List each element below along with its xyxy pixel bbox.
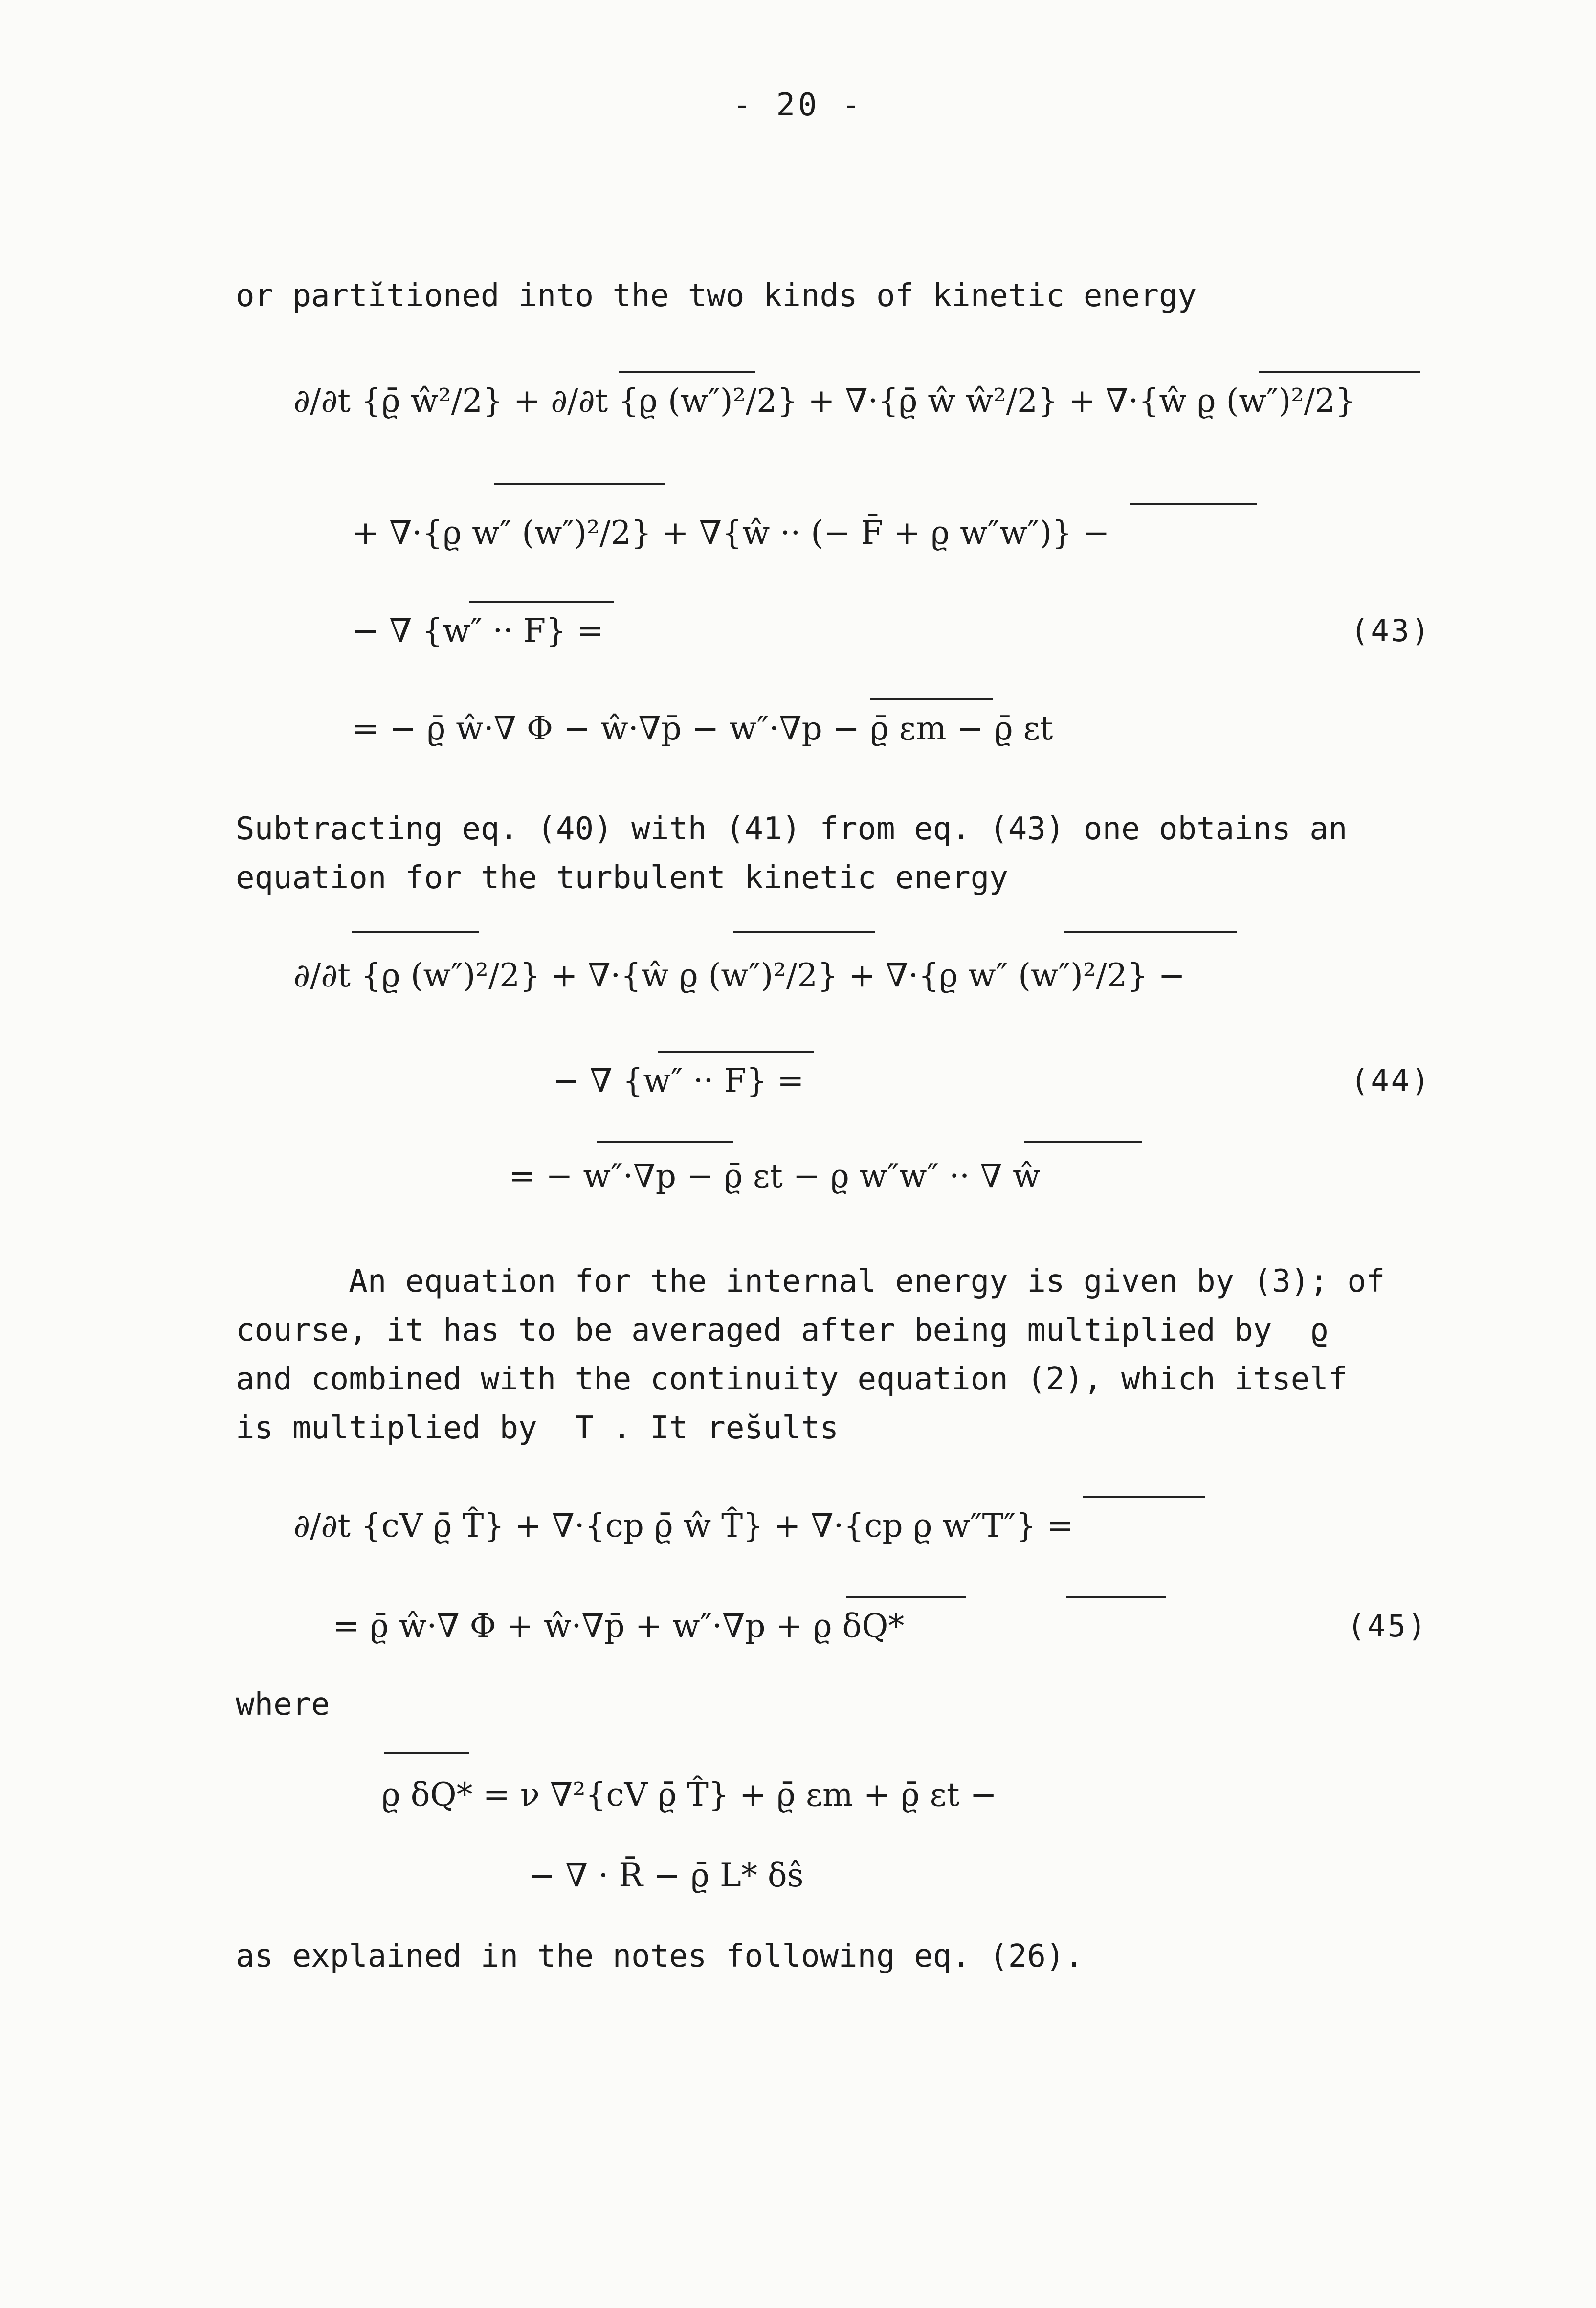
equation-43-line-3: − ∇ {w″ ·· F} = (352, 612, 604, 650)
paragraph-where: where (236, 1686, 330, 1723)
equation-43-line-4: = − ϱ̄ ŵ·∇ Φ − ŵ·∇p̄ − w″·∇p − ϱ̄ εm − ϱ̄ εt (352, 710, 1053, 747)
paragraph-internal-energy: An equation for the internal energy is given by (3); of course, it has to be averaged after being multiplied by ϱ and combined with the continuity equation (2), which itself is multiplied by T . It res̆ults (236, 1263, 1385, 1446)
equation-44-line-3: = − w″·∇p − ϱ̄ εt − ϱ w″w″ ·· ∇ ŵ (509, 1157, 1041, 1195)
paragraph-intro: or partĭtioned into the two kinds of kinetic energy (236, 278, 1197, 314)
equation-43-line-1: ∂/∂t {ϱ̄ ŵ²/2} + ∂/∂t {ϱ (w″)²/2} + ∇·{ϱ̄ ŵ ŵ²/2} + ∇·{ŵ ϱ (w″)²/2} (293, 382, 1356, 420)
equation-where-line-1: ϱ δQ* = ν ∇²{cV ϱ̄ T̂} + ϱ̄ εm + ϱ̄ εt − (381, 1776, 997, 1814)
equation-44-number: (44) (1351, 1063, 1432, 1098)
equation-45-line-1: ∂/∂t {cV ϱ̄ T̂} + ∇·{cp ϱ̄ ŵ T̂} + ∇·{cp ϱ w″T″} = (293, 1507, 1074, 1545)
paragraph-subtracting: Subtracting eq. (40) with (41) from eq. (43) one obtains an equation for the turbulent kinetic energy (236, 811, 1348, 896)
page-number: - 20 - (732, 87, 864, 123)
equation-44-line-1: ∂/∂t {ϱ (w″)²/2} + ∇·{ŵ ϱ (w″)²/2} + ∇·{ϱ w″ (w″)²/2} − (293, 957, 1185, 994)
equation-43-number: (43) (1351, 613, 1432, 649)
equation-45-number: (45) (1347, 1608, 1428, 1644)
paragraph-explained: as explained in the notes following eq. (26). (236, 1938, 1084, 1974)
equation-where-line-2: − ∇ · R̄ − ϱ̄ L* δŝ (528, 1857, 804, 1894)
equation-44-line-2: − ∇ {w″ ·· F} = (553, 1062, 804, 1099)
equation-43-line-2: + ∇·{ϱ w″ (w″)²/2} + ∇{ŵ ·· (− F̄ + ϱ w″w″)} − (352, 514, 1110, 552)
equation-45-line-2: = ϱ̄ ŵ·∇ Φ + ŵ·∇p̄ + w″·∇p + ϱ δQ* (332, 1607, 905, 1645)
